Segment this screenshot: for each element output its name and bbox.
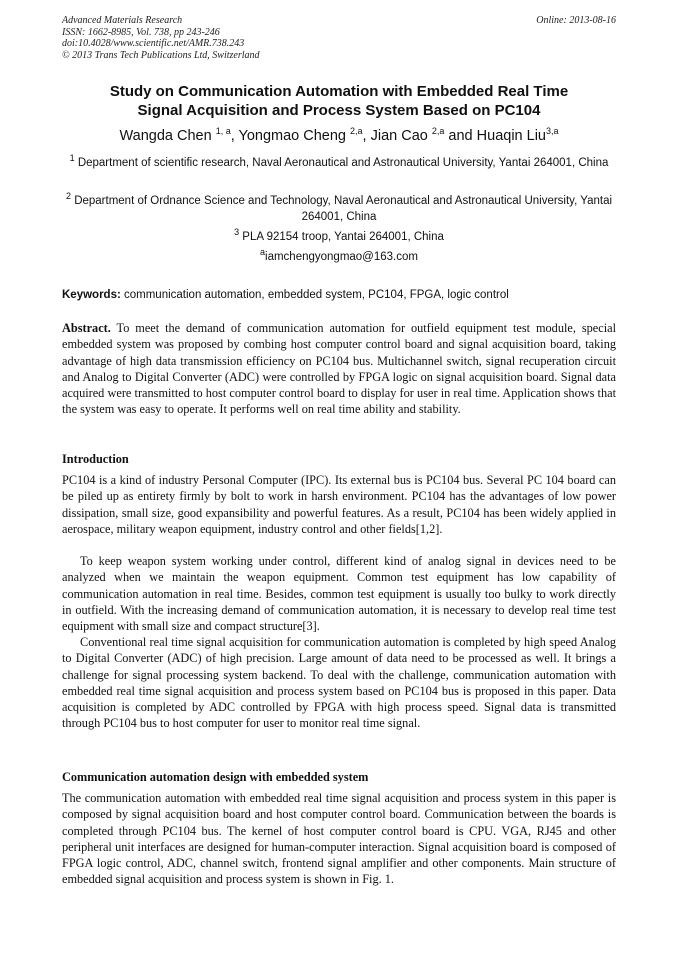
design-paragraph-1: The communication automation with embedded real time signal acquisition and process system in this paper is composed by signal acquisition board and host computer control board. Communication between the boards is completed through PC104 bus. The kernel of host computer control board is CPU. VGA, RJ45 and other peripheral unit interfaces are designed for human-computer interaction. Signal acquisition board is composed of FPGA logic control, ADC, channel switch, frontend signal amplifier and other components. Main structure of embedded signal acquisition and process system is shown in Fig. 1. bbox=[62, 791, 616, 887]
intro-paragraph-1: PC104 is a kind of industry Personal Computer (IPC). Its external bus is PC104 bus. Several PC 104 board can be piled up as entirety firmly by bolt to work in harsh environment. PC104 has the advantages of low power dissipation, small size, good expansibility and powerful features. As a result, PC104 has been widely applied in aerospace, military weapon equipment, industry control and other fields[1,2]. bbox=[62, 473, 616, 536]
affiliation-text: Department of scientific research, Naval Aeronautical and Astronautical University, Yantai 264001, China bbox=[77, 157, 609, 169]
journal-name: Advanced Materials Research bbox=[62, 15, 183, 26]
keywords-label: Keywords: bbox=[62, 289, 121, 301]
author-name: Huaqin Liu bbox=[476, 128, 546, 144]
affiliation-email bbox=[62, 249, 616, 265]
abstract-label: Abstract. bbox=[62, 321, 111, 335]
author-name: Jian Cao bbox=[370, 128, 428, 144]
title-line-1: Study on Communication Automation with Embedded Real Time bbox=[109, 83, 569, 100]
affiliation-marker: a bbox=[260, 247, 266, 258]
paper-title bbox=[62, 82, 616, 120]
author-superscript: 3,a bbox=[545, 126, 559, 137]
author-name: Wangda Chen bbox=[119, 128, 212, 144]
affiliation-3 bbox=[62, 229, 616, 245]
journal-copyright: © 2013 Trans Tech Publications Ltd, Switzerland bbox=[62, 49, 260, 61]
author-name: Yongmao Cheng bbox=[238, 128, 346, 144]
journal-header bbox=[62, 15, 616, 61]
journal-issn: ISSN: 1662-8985, Vol. 738, pp 243-246 bbox=[62, 26, 220, 38]
author-superscript: 1, a bbox=[215, 126, 231, 137]
email-address: iamchengyongmao@163.com bbox=[265, 251, 418, 263]
intro-paragraph-2: To keep weapon system working under control, different kind of analog signal in devices need to be analyzed when we maintain the weapon equipment. Common test equipment has low capability of communication automation in real time. Besides, common test equipment is usually too bulky to work directly in outfield. With the increasing demand of communication automation, it is necessary to develop real time test equipment with small size and compact structure[3]. bbox=[62, 554, 616, 634]
affiliation-marker: 1 bbox=[69, 153, 75, 164]
affiliation-marker: 2 bbox=[65, 191, 71, 202]
section-heading-design: Communication automation design with embedded system bbox=[62, 770, 369, 784]
affiliation-text: PLA 92154 troop, Yantai 264001, China bbox=[242, 231, 444, 243]
author-superscript: 2,a bbox=[350, 126, 363, 137]
author-conjunction: and bbox=[448, 128, 473, 144]
title-line-2: Signal Acquisition and Process System Based on PC104 bbox=[137, 102, 541, 119]
author-list: Wangda Chen $^{1, a}$, Yongmao Cheng $^{2,a}$, Jian Cao $^{2,a}$ and Huaqin Liu$^{3,a}$ bbox=[119, 126, 559, 144]
affiliation-marker: 3 bbox=[234, 227, 240, 238]
keywords bbox=[62, 287, 616, 303]
abstract-text: To meet the demand of communication automation for outfield equipment test module, special embedded system was proposed by combing host computer control board and signal acquisition board, taking advantage of high data transmission efficiency on PC104 bus. Multichannel switch, signal recuperation circuit and Analog to Digital Converter (ADC) were controlled by FPGA logic on signal acquisition board. Signal data acquired were transmitted to host computer control board to display for user in real time. Application shows that the system was easy to operate. It performs well on real time ability and stability. bbox=[62, 321, 616, 417]
affiliation-1 bbox=[62, 155, 616, 171]
author-superscript: 2,a bbox=[431, 126, 445, 137]
abstract bbox=[62, 320, 616, 418]
affiliation-text: Department of Ordnance Science and Technology, Naval Aeronautical and Astronautical University, Yantai 264001, China bbox=[74, 195, 613, 223]
online-date: Online: 2013-08-16 bbox=[536, 15, 616, 26]
intro-paragraph-3: Conventional real time signal acquisition for communication automation is completed by high speed Analog to Digital Converter (ADC) of high precision. Large amount of data need to be processed as well. It brings a challenge for signal processing system backend. To deal with the challenge, communication automation with embedded real time signal acquisition and process system based on PC104 bus is proposed in this paper. Data acquisition is completed by ADC controlled by FPGA with high process speed. Signal data is transmitted through PC104 bus to host computer for user to monitor real time signal. bbox=[62, 635, 616, 731]
affiliation-2 bbox=[62, 193, 616, 225]
keywords-text: communication automation, embedded system, PC104, FPGA, logic control bbox=[124, 289, 509, 301]
section-heading-introduction: Introduction bbox=[62, 452, 129, 466]
journal-doi: doi:10.4028/www.scientific.net/AMR.738.243 bbox=[62, 38, 245, 49]
